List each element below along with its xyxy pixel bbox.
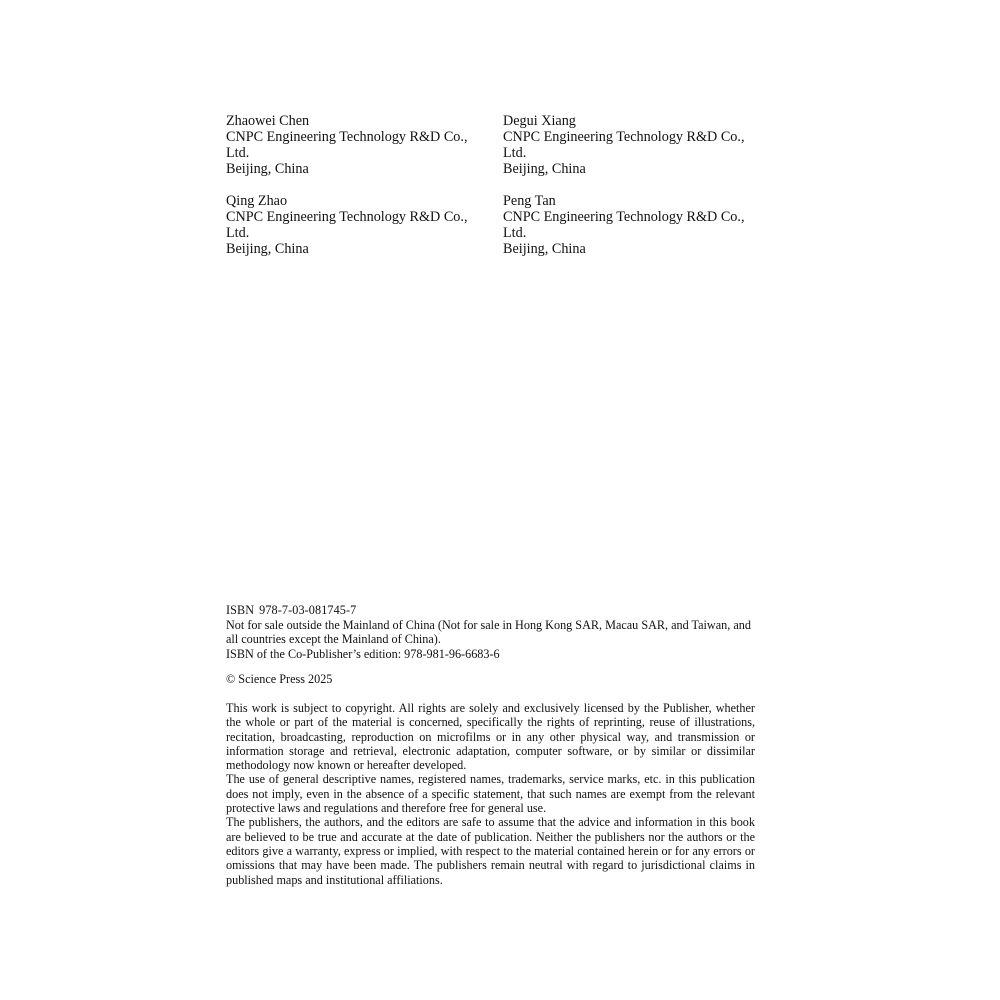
author-name: Zhaowei Chen <box>226 113 310 129</box>
trademark-paragraph: The use of general descriptive names, registered names, trademarks, service marks, etc. in this publication does not imply, even in the absence of a specific statement, that such names are exempt from the relevant protective laws and regulations and therefore free for general use. <box>226 772 755 816</box>
author-list <box>226 113 786 257</box>
author-location: Beijing, China <box>503 241 586 257</box>
isbn-number: 978-7-03-081745-7 <box>259 603 357 617</box>
author-name: Peng Tan <box>503 193 556 209</box>
isbn-block <box>226 603 756 661</box>
author-affiliation: CNPC Engineering Technology R&D Co., Ltd. <box>503 209 745 241</box>
copyright-paragraph: This work is subject to copyright. All rights are solely and exclusively licensed by the Publisher, whether the whole or part of the material is concerned, specifically the rights of reprinting, reuse of illustrations, recitation, broadcasting, reproduction on microfilms or in any other physical way, and transmission or information storage and retrieval, electronic adaptation, computer software, or by similar or dissimilar methodology now known or hereafter developed. <box>226 701 755 773</box>
author-entry <box>503 193 780 257</box>
author-name: Qing Zhao <box>226 193 288 209</box>
author-entry <box>226 113 503 177</box>
author-entry <box>226 193 503 257</box>
isbn-label: ISBN <box>226 603 255 617</box>
author-location: Beijing, China <box>503 161 586 177</box>
author-affiliation: CNPC Engineering Technology R&D Co., Ltd. <box>226 209 468 241</box>
disclaimer-paragraph: The publishers, the authors, and the editors are safe to assume that the advice and information in this book are believed to be true and accurate at the date of publication. Neither the publishers nor the authors or the editors give a warranty, express or implied, with respect to the material contained herein or for any errors or omissions that may have been made. The publishers remain neutral with regard to jurisdictional claims in published maps and institutional affiliations. <box>226 815 755 887</box>
isbn-line <box>226 603 756 618</box>
author-entry <box>503 113 780 177</box>
author-name: Degui Xiang <box>503 113 576 129</box>
copyright-notice: © Science Press 2025 <box>226 672 333 686</box>
author-affiliation: CNPC Engineering Technology R&D Co., Ltd. <box>226 129 468 161</box>
author-affiliation: CNPC Engineering Technology R&D Co., Ltd. <box>503 129 745 161</box>
legal-notice <box>226 701 755 887</box>
author-location: Beijing, China <box>226 241 309 257</box>
sale-restriction-note: Not for sale outside the Mainland of China (Not for sale in Hong Kong SAR, Macau SAR, and Taiwan, and all countries except the Mainland of China). <box>226 617 751 646</box>
copublisher-isbn: ISBN of the Co-Publisher’s edition: 978-981-96-6683-6 <box>226 646 500 661</box>
author-location: Beijing, China <box>226 161 309 177</box>
